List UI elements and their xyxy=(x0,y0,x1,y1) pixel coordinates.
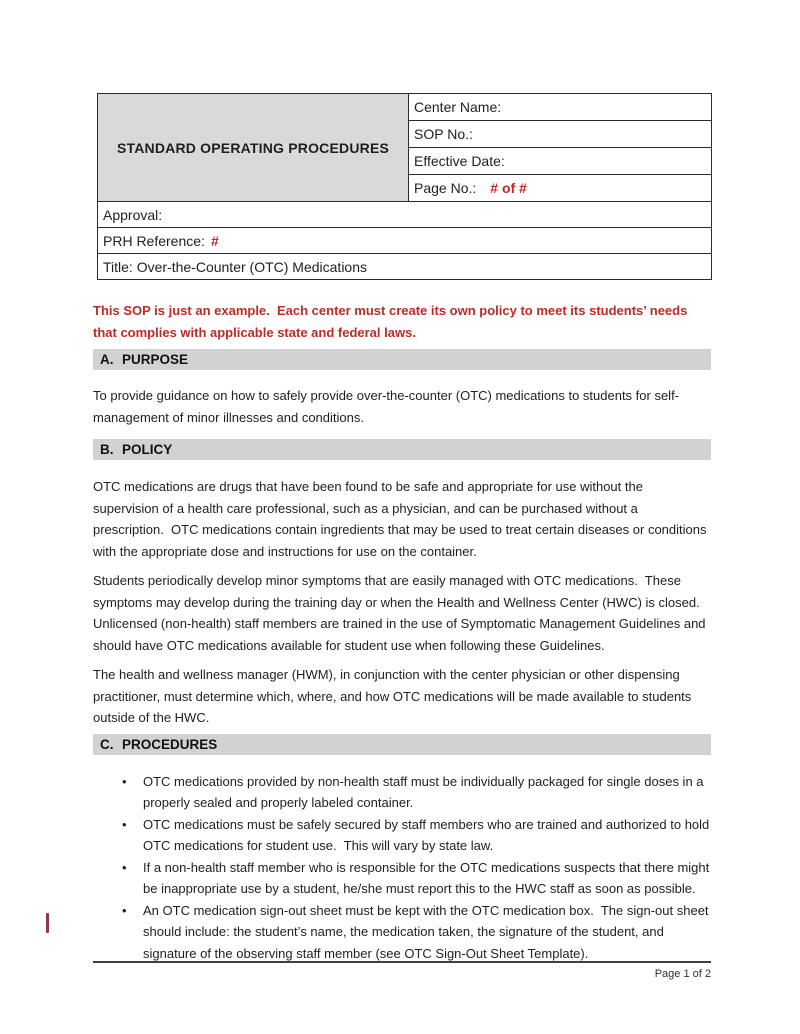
procedures-bullet-list xyxy=(93,771,711,965)
section-heading-policy xyxy=(93,439,711,460)
section-letter: A. xyxy=(100,352,114,367)
page-no-cell xyxy=(409,175,712,202)
section-title: POLICY xyxy=(122,442,173,457)
sop-no-label: SOP No.: xyxy=(414,126,473,142)
effective-date-label: Effective Date: xyxy=(414,153,505,169)
table-row xyxy=(98,228,712,254)
page-no-value: # of # xyxy=(490,180,527,196)
stray-red-mark xyxy=(46,913,49,933)
section-title: PROCEDURES xyxy=(122,736,218,752)
prh-reference-label: PRH Reference: xyxy=(103,232,205,249)
center-name-label: Center Name: xyxy=(414,99,502,115)
center-name-cell xyxy=(409,94,712,121)
policy-paragraph-1: OTC medications are drugs that have been found to be safe and appropriate for use without the supervision of a health care professional, such as a physician, and can be purchased without a prescription. OTC medications contain ingredients that may be used to treat certain diseases or conditions with the appropriate dose and instructions for use on the container. xyxy=(93,479,711,559)
section-letter: B. xyxy=(100,442,114,457)
table-row xyxy=(98,94,712,121)
title-cell xyxy=(98,254,712,280)
table-row xyxy=(98,202,712,228)
document-title: STANDARD OPERATING PROCEDURES xyxy=(98,94,409,202)
example-disclaimer-notice: This SOP is just an example. Each center must create its own policy to meet its students’ needs that complies with applicable state and federal laws. xyxy=(93,303,691,340)
section-heading-purpose xyxy=(93,349,711,370)
page-footer xyxy=(93,961,711,980)
document-content xyxy=(93,93,711,964)
section-letter: C. xyxy=(100,736,114,752)
list-item: • If a non-health staff member who is responsible for the OTC medications suspects that there might be inappropriate use by a student, he/she must report this to the HWC staff as soon as possible. xyxy=(93,857,711,900)
effective-date-cell xyxy=(409,148,712,175)
prh-reference-cell xyxy=(98,228,712,254)
page-number: Page 1 of 2 xyxy=(654,968,711,980)
prh-reference-value: # xyxy=(210,232,219,249)
title-row-label: Title: Over-the-Counter (OTC) Medications xyxy=(103,258,367,275)
section-title: PURPOSE xyxy=(122,352,189,367)
section-heading-procedures xyxy=(93,734,711,755)
sop-no-cell xyxy=(409,121,712,148)
approval-cell xyxy=(98,202,712,228)
policy-paragraph-2: Students periodically develop minor symptoms that are easily managed with OTC medications. These symptoms may develop during the training day or when the Health and Wellness Center (HWC) is closed. Unlicensed (non-health) staff members are trained in the use of Symptomatic Management Guidelines and should have OTC medications available for student use when following these Guidelines. xyxy=(93,573,710,653)
purpose-paragraph: To provide guidance on how to safely provide over-the-counter (OTC) medications to students for self-management of minor illnesses and conditions. xyxy=(93,388,680,425)
sop-header-table xyxy=(97,93,712,280)
list-item: • OTC medications provided by non-health staff must be individually packaged for single doses in a properly sealed and properly labeled container. xyxy=(93,771,711,814)
page-no-label: Page No.: xyxy=(414,180,477,196)
table-row xyxy=(98,254,712,280)
list-item: • An OTC medication sign-out sheet must be kept with the OTC medication box. The sign-out sheet should include: the student’s name, the medication taken, the signature of the student, and signature of the observing staff member (see OTC Sign-Out Sheet Template). xyxy=(93,900,711,965)
policy-paragraph-3: The health and wellness manager (HWM), in conjunction with the center physician or other dispensing practitioner, must determine which, where, and how OTC medications will be made available to students outside of the HWC. xyxy=(93,667,695,725)
approval-label: Approval: xyxy=(103,206,163,223)
list-item: • OTC medications must be safely secured by staff members who are trained and authorized to hold OTC medications for student use. This will vary by state law. xyxy=(93,814,711,857)
footer-divider xyxy=(93,961,711,963)
